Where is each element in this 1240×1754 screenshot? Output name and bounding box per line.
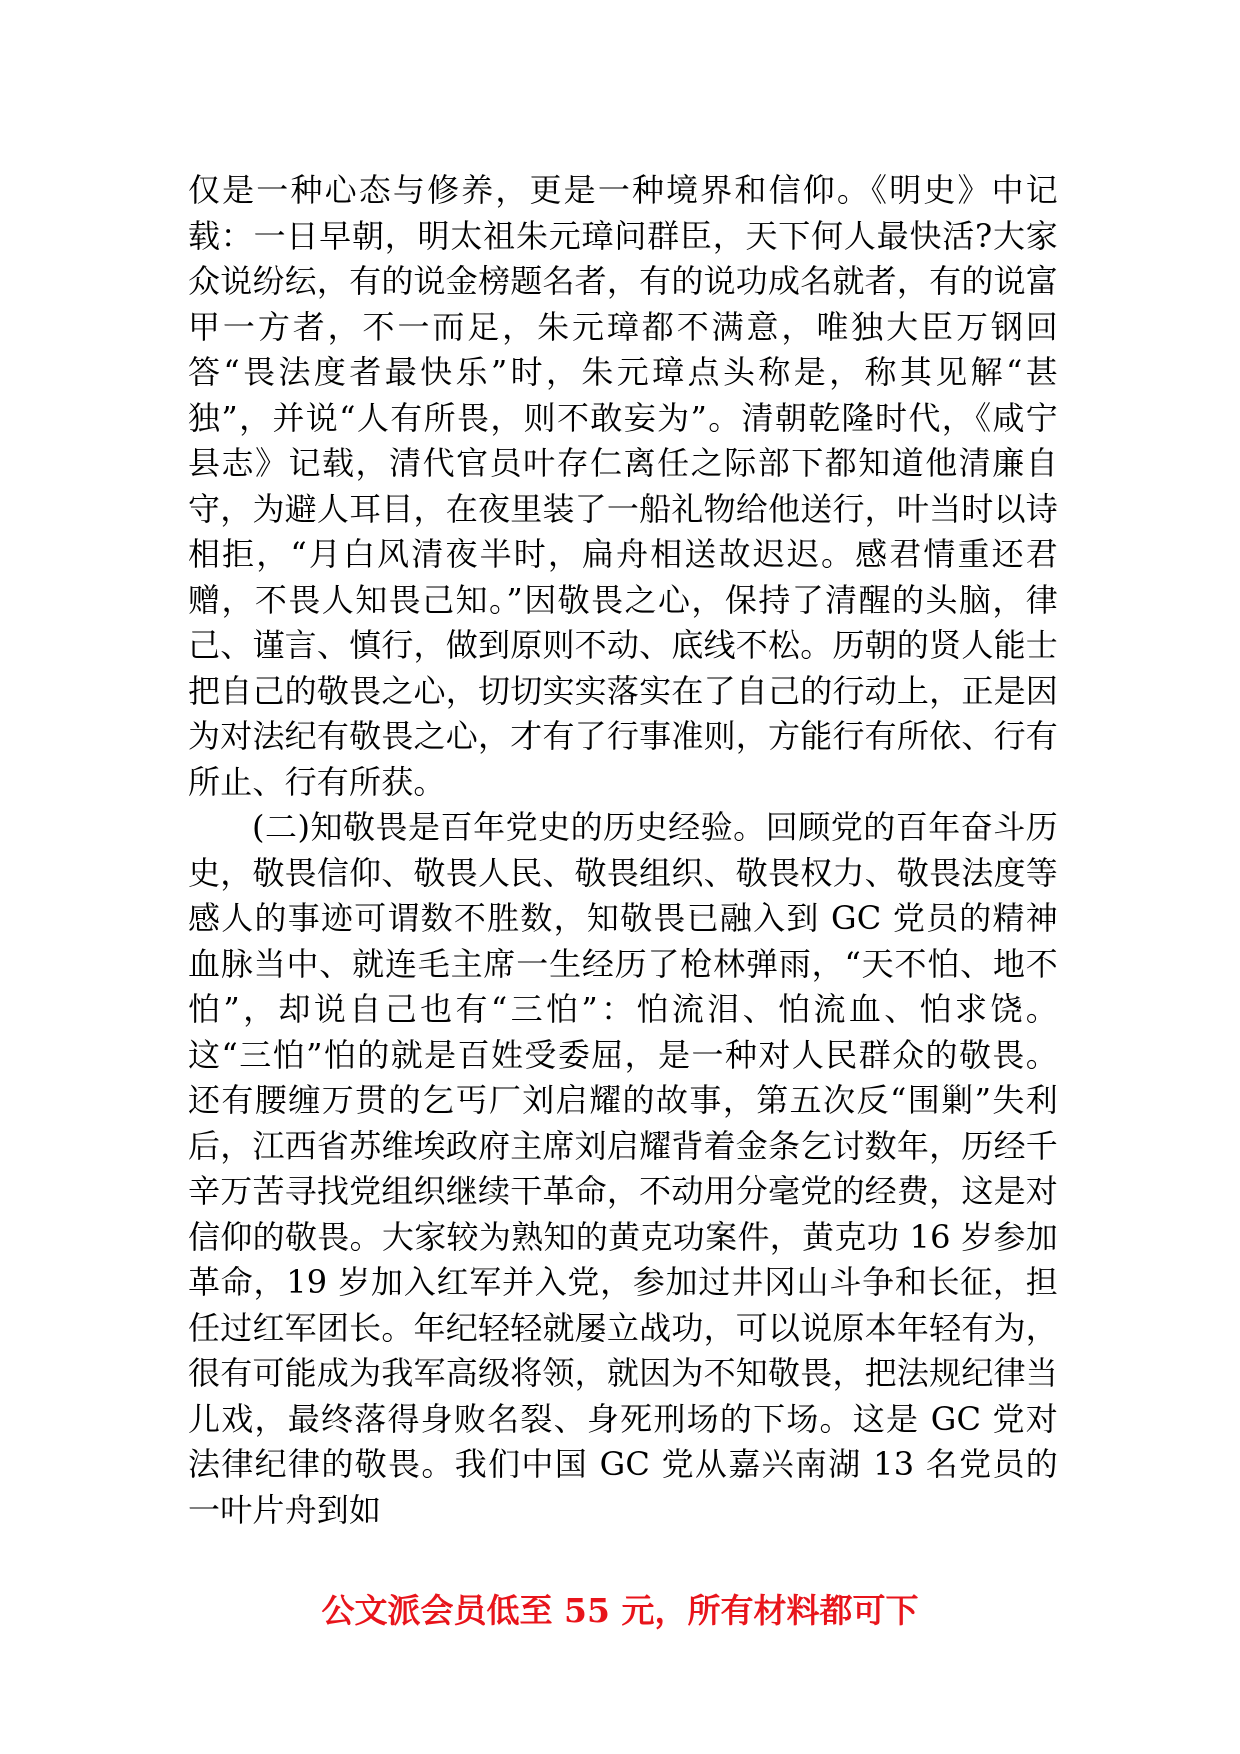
body-text [188, 168, 1058, 1533]
membership-promo-footer: 公文派会员低至 55 元，所有材料都可下 [321, 1591, 919, 1630]
paragraph-2: (二)知敬畏是百年党史的历史经验。回顾党的百年奋斗历史，敬畏信仰、敬畏人民、敬畏组织、敬畏权力、敬畏法度等感人的事迹可谓数不胜数，知敬畏已融入到 GC 党员的精神血脉当中、就连毛主席一生经历了枪林弹雨，“天不怕、地不怕”，却说自己也有“三怕”：怕流泪、怕流血、怕求饶。这“三怕”怕的就是百姓受委屈，是一种对人民群众的敬畏。还有腰缠万贯的乞丐厂刘启耀的故事，第五次反“围剿”失利后，江西省苏维埃政府主席刘启耀背着金条乞讨数年，历经千辛万苦寻找党组织继续干革命，不动用分毫党的经费，这是对信仰的敬畏。大家较为熟知的黄克功案件，黄克功 16 岁参加革命，19 岁加入红军并入党，参加过井冈山斗争和长征，担任过红军团长。年纪轻轻就屡立战功，可以说原本年轻有为，很有可能成为我军高级将领，就因为不知敬畏，把法规纪律当儿戏，最终落得身败名裂、身死刑场的下场。这是 GC 党对法律纪律的敬畏。我们中国 GC 党从嘉兴南湖 13 名党员的一叶片舟到如 [188, 808, 1058, 1529]
paragraph-1: 仅是一种心态与修养，更是一种境界和信仰。《明史》中记载：一日早朝，明太祖朱元璋问群臣，天下何人最快活?大家众说纷纭，有的说金榜题名者，有的说功成名就者，有的说富甲一方者，不一而足，朱元璋都不满意，唯独大臣万钢回答“畏法度者最快乐”时，朱元璋点头称是，称其见解“甚独”，并说“人有所畏，则不敢妄为”。清朝乾隆时代，《咸宁县志》记载，清代官员叶存仁离任之际部下都知道他清廉自守，为避人耳目，在夜里装了一船礼物给他送行，叶当时以诗相拒，“月白风清夜半时，扁舟相送故迟迟。感君情重还君赠，不畏人知畏己知。”因敬畏之心，保持了清醒的头脑，律己、谨言、慎行，做到原则不动、底线不松。历朝的贤人能士把自己的敬畏之心，切切实实落实在了自己的行动上，正是因为对法纪有敬畏之心，才有了行事准则，方能行有所依、行有所止、行有所获。 [188, 171, 1058, 801]
